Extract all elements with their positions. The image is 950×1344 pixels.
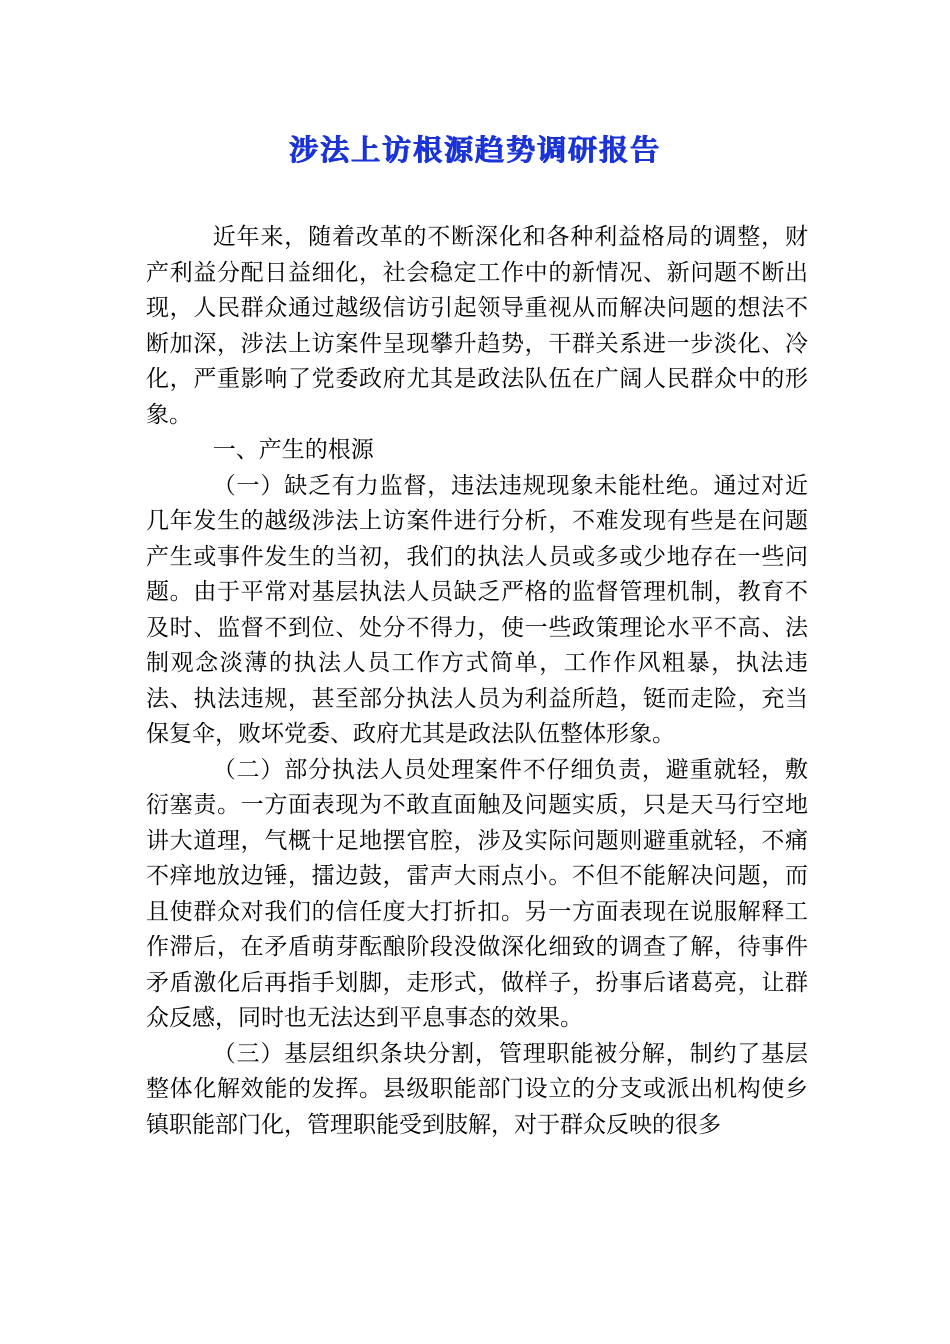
document-title: 涉法上访根源趋势调研报告 (288, 133, 661, 167)
document-body (146, 220, 808, 1143)
paragraph-point-2: （二）部分执法人员处理案件不仔细负责，避重就轻，敷衍塞责。一方面表现为不敢直面触及问题实质，只是天马行空地讲大道理，气概十足地摆官腔，涉及实际问题则避重就轻，不痛不痒地放边锤，擂边鼓，雷声大雨点小。不但不能解决问题，而且使群众对我们的信任度大打折扣。另一方面表现在说服解释工作滞后，在矛盾萌芽酝酿阶段没做深化细致的调查了解，待事件矛盾激化后再指手划脚，走形式，做样子，扮事后诸葛亮，让群众反感，同时也无法达到平息事态的效果。 (146, 756, 808, 1031)
paragraph-point-1: （一）缺乏有力监督，违法违规现象未能杜绝。通过对近几年发生的越级涉法上访案件进行分析，不难发现有些是在问题产生或事件发生的当初，我们的执法人员或多或少地存在一些问题。由于平常对基层执法人员缺乏严格的监督管理机制，教育不及时、监督不到位、处分不得力，使一些政策理论水平不高、法制观念淡薄的执法人员工作方式简单，工作作风粗暴，执法违法、执法违规，甚至部分执法人员为利益所趋，铤而走险，充当保复伞，败坏党委、政府尤其是政法队伍整体形象。 (146, 472, 808, 747)
paragraph-point-3: （三）基层组织条块分割，管理职能被分解，制约了基层整体化解效能的发挥。县级职能部门设立的分支或派出机构使乡镇职能部门化，管理职能受到肢解，对于群众反映的很多 (146, 1040, 808, 1138)
section-heading-origins: 一、产生的根源 (212, 437, 374, 463)
paragraph-intro: 近年来，随着改革的不断深化和各种利益格局的调整，财产利益分配日益细化，社会稳定工作中的新情况、新问题不断出现，人民群众通过越级信访引起领导重视从而解决问题的想法不断加深，涉法上访案件呈现攀升趋势，干群关系进一步淡化、冷化，严重影响了党委政府尤其是政法队伍在广阔人民群众中的形象。 (146, 224, 808, 428)
